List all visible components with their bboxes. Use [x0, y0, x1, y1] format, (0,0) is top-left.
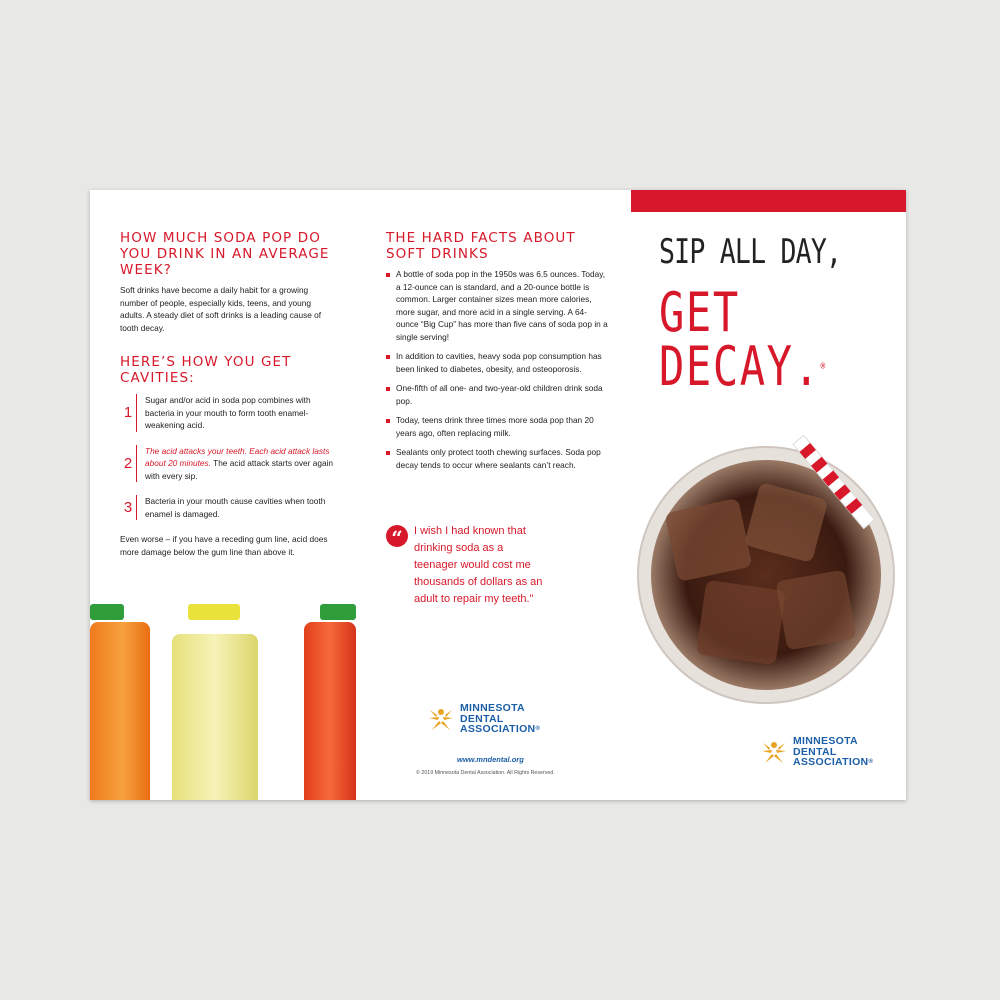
left-panel	[120, 230, 335, 558]
list-item: A bottle of soda pop in the 1950s was 6.5 ounces. Today, a 12-ounce can is standard, and a 20-ounce bottle is common. Larger container sizes mean more calories, more sugar, and more acid in a single serving. A 64-ounce “Big Cup” has more than five cans of soda pop in a single serving!	[386, 268, 608, 343]
cavity-steps	[120, 394, 335, 520]
red-top-bar	[631, 190, 906, 212]
quote-icon: “	[386, 525, 408, 547]
list-item: In addition to cavities, heavy soda pop consumption has been linked to diabetes, obesity, and osteoporosis.	[386, 350, 608, 375]
headline-decay-line	[659, 335, 826, 398]
logo-line	[460, 724, 540, 735]
step-number: 2	[120, 445, 137, 483]
headline-sip-all-day: SIP ALL DAY,	[659, 232, 842, 272]
headline-get-decay	[659, 281, 826, 398]
step-text: Sugar and/or acid in soda pop combines with bacteria in your mouth to form tooth enamel-weakening acid.	[145, 395, 311, 430]
step-number: 3	[120, 495, 137, 520]
brochure-sheet	[90, 190, 906, 800]
logo-line: DENTAL	[793, 745, 837, 758]
website-link[interactable]: www.mndental.org	[457, 755, 524, 764]
yellow-bottle	[172, 634, 258, 800]
logo-reg: ®	[535, 726, 541, 732]
middle-panel	[386, 230, 608, 478]
list-item: Today, teens drink three times more soda pop than 20 years ago, often replacing milk.	[386, 414, 608, 439]
step-text	[145, 445, 335, 483]
logo-line3: ASSOCIATION	[793, 756, 869, 768]
testimonial-quote	[386, 523, 546, 608]
mda-logo-cover	[759, 736, 873, 768]
step-3	[120, 495, 335, 520]
heading-hard-facts: THE HARD FACTS ABOUT SOFT DRINKS	[386, 230, 576, 262]
closing-text: Even worse – if you have a receding gum line, acid does more damage below the gum line than above it.	[120, 534, 328, 557]
logo-words	[793, 736, 873, 768]
orange-bottle	[90, 622, 150, 800]
cover-panel	[631, 190, 906, 800]
red-bottle	[304, 622, 356, 800]
logo-line: DENTAL	[460, 712, 504, 725]
step-emphasis: The acid attacks your teeth. Each acid attack lasts about 20 minutes.	[145, 445, 330, 468]
logo-line3: ASSOCIATION	[460, 723, 536, 735]
logo-line	[793, 757, 873, 768]
step-text-rest: The acid attack starts over again with every sip.	[145, 458, 334, 481]
logo-reg: ®	[868, 759, 874, 765]
headline-reg: ®	[820, 361, 826, 372]
heading-soda-week: HOW MUCH SODA POP DO YOU DRINK IN AN AVERAGE WEEK?	[120, 230, 330, 278]
yellow-cap	[188, 604, 240, 620]
step-text: Bacteria in your mouth cause cavities when tooth enamel is damaged.	[145, 496, 326, 519]
logo-line: MINNESOTA	[460, 702, 525, 714]
mda-logo-middle	[426, 703, 540, 735]
intro-text: Soft drinks have become a daily habit for a growing number of people, especially kids, teens, and young adults. A steady diet of soft drinks is a leading cause of tooth decay.	[120, 285, 322, 333]
headline-get: GET	[659, 281, 740, 344]
copyright-text: © 2019 Minnesota Dental Association. All Rights Reserved.	[416, 770, 555, 776]
heading-cavities: HERE’S HOW YOU GET CAVITIES:	[120, 354, 292, 386]
green-cap	[90, 604, 124, 620]
mda-sunburst-icon	[759, 737, 789, 767]
step-1	[120, 394, 335, 432]
list-item: Sealants only protect tooth chewing surfaces. Soda pop decay tends to occur where sealants can’t reach.	[386, 446, 608, 471]
step-number: 1	[120, 394, 137, 432]
logo-words	[460, 703, 540, 735]
mda-sunburst-icon	[426, 704, 456, 734]
step-2	[120, 445, 335, 483]
bottles-photo	[90, 604, 356, 800]
quote-text: I wish I had known that drinking soda as a teenager would cost me thousands of dollars as an adult to repair my teeth."	[414, 525, 543, 605]
list-item: One-fifth of all one- and two-year-old children drink soda pop.	[386, 382, 608, 407]
logo-line: MINNESOTA	[793, 735, 858, 747]
green-cap-right	[320, 604, 356, 620]
soda-glass-photo	[631, 435, 901, 705]
headline-decay: DECAY.	[659, 335, 821, 398]
facts-list	[386, 268, 608, 471]
